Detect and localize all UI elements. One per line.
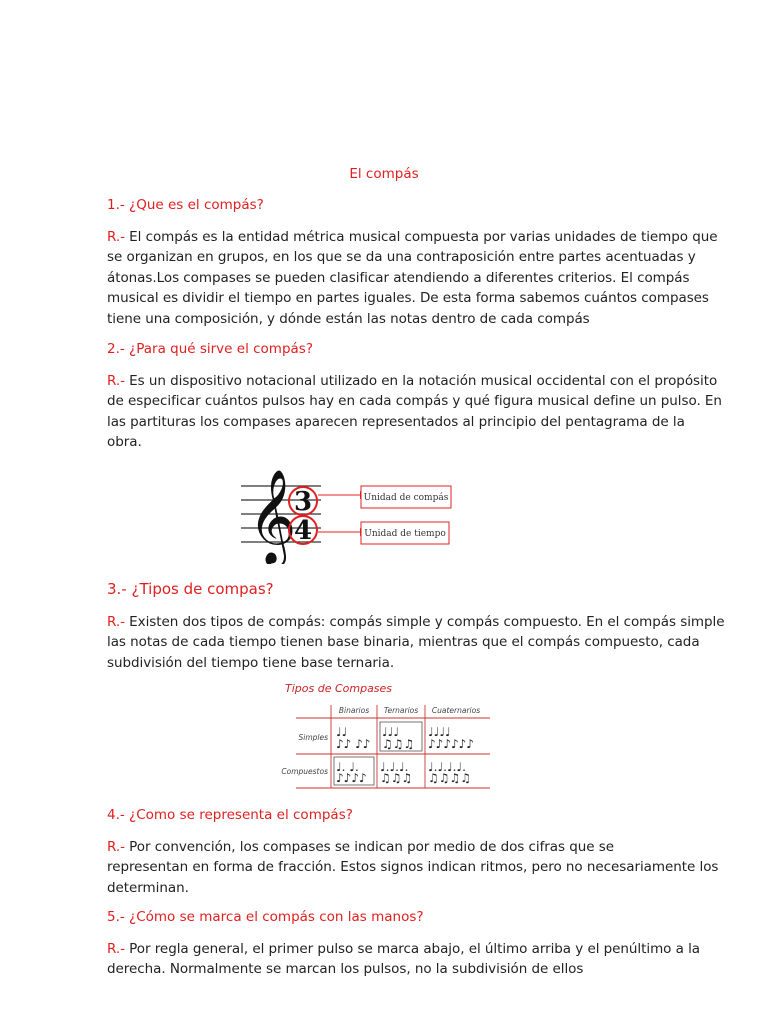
answer-line: tiene una composición, y dónde están las notas dentro de cada compás xyxy=(107,310,590,327)
note-glyphs: ♩♩♩ xyxy=(382,725,399,739)
notes-group xyxy=(336,725,474,785)
note-glyphs: ♩♩ xyxy=(336,725,348,739)
time-signature-figure xyxy=(236,464,456,564)
answer-line: las notas de cada tiempo tienen base binaria, mientras que el compás compuesto, cada xyxy=(107,634,700,651)
question-4: 4.- ¿Como se representa el compás? xyxy=(107,807,353,823)
answer-line: musical es dividir el tiempo en partes iguales. De esta forma sabemos cuántos compases xyxy=(107,290,709,307)
question-1: 1.- ¿Que es el compás? xyxy=(107,197,264,213)
question-2: 2.- ¿Para qué sirve el compás? xyxy=(107,341,313,357)
question-5: 5.- ¿Cómo se marca el compás con las manos? xyxy=(107,909,424,925)
answer-line: determinan. xyxy=(107,879,189,896)
answer-line: derecha. Normalmente se marcan los pulsos, no la subdivisión de ellos xyxy=(107,961,584,978)
answer-2 xyxy=(107,371,722,453)
note-glyphs: ♩.♩.♩.♩. xyxy=(428,760,466,774)
note-glyphs: ♪♪ ♪♪ xyxy=(336,737,371,751)
denominator-digit: 4 xyxy=(293,516,313,546)
answer-line: subdivisión del tiempo tiene base ternaria. xyxy=(107,654,395,671)
answer-prefix: R.- xyxy=(107,941,125,957)
answer-line: R.- Por regla general, el primer pulso se marca abajo, el último arriba y el penúltimo a la xyxy=(107,941,701,957)
note-glyphs: ♩.♩.♩. xyxy=(380,760,409,774)
answer-line: R.- Es un dispositivo notacional utilizado en la notación musical occidental con el propósito xyxy=(107,373,718,389)
answer-5 xyxy=(107,939,701,980)
note-glyphs: ♪♪♪♪ xyxy=(336,771,367,785)
document-title: El compás xyxy=(349,166,419,182)
answer-prefix: R.- xyxy=(107,229,125,245)
answer-line: R.- El compás es la entidad métrica musical compuesta por varias unidades de tiempo que xyxy=(107,229,718,245)
row-header: Compuestos xyxy=(281,767,328,776)
note-glyphs: ♩. ♩. xyxy=(336,760,359,774)
column-header: Ternarios xyxy=(383,706,419,715)
label-top: Unidad de compás xyxy=(363,493,449,503)
answer-prefix: R.- xyxy=(107,373,125,389)
answer-line: obra. xyxy=(107,434,142,451)
answer-line: átonas.Los compases se pueden clasificar atendiendo a diferentes criterios. El compás xyxy=(107,269,690,286)
answer-4 xyxy=(107,837,719,898)
answer-line: representan en forma de fracción. Estos signos indican ritmos, pero no necesariamente los xyxy=(107,859,719,876)
answer-prefix: R.- xyxy=(107,839,125,855)
label-bottom: Unidad de tiempo xyxy=(364,529,446,539)
answer-line: las partituras los compases aparecen representados al principio del pentagrama de la xyxy=(107,413,685,430)
column-header: Binarios xyxy=(338,706,370,715)
answer-line: R.- Existen dos tipos de compás: compás simple y compás compuesto. En el compás simple xyxy=(107,614,725,630)
answer-1 xyxy=(107,227,718,329)
treble-clef-icon: 𝄞 xyxy=(248,469,297,564)
note-glyphs: ♪♪♪♪♪♪ xyxy=(428,737,474,751)
numerator-digit: 3 xyxy=(293,487,313,517)
answer-prefix: R.- xyxy=(107,614,125,630)
note-glyphs: ♩♩♩♩ xyxy=(428,725,451,739)
table-title: Tipos de Compases xyxy=(285,682,393,695)
time-signature-types-figure xyxy=(276,678,492,792)
note-glyphs: ♫♫♫♫ xyxy=(428,771,472,785)
answer-line: se organizan en grupos, en los que se da una contraposición entre partes acentuadas y xyxy=(107,249,696,266)
row-header: Simples xyxy=(298,733,328,742)
answer-3 xyxy=(107,612,725,673)
question-3: 3.- ¿Tipos de compas? xyxy=(107,580,274,598)
column-header: Cuaternarios xyxy=(431,706,481,715)
note-glyphs: ♫♫♫ xyxy=(380,771,413,785)
answer-line: R.- Por convención, los compases se indican por medio de dos cifras que se xyxy=(107,839,615,855)
answer-line: de especificar cuántos pulsos hay en cada compás y qué figura musical define un pulso. En xyxy=(107,393,722,410)
note-glyphs: ♫♫♫ xyxy=(382,737,415,751)
